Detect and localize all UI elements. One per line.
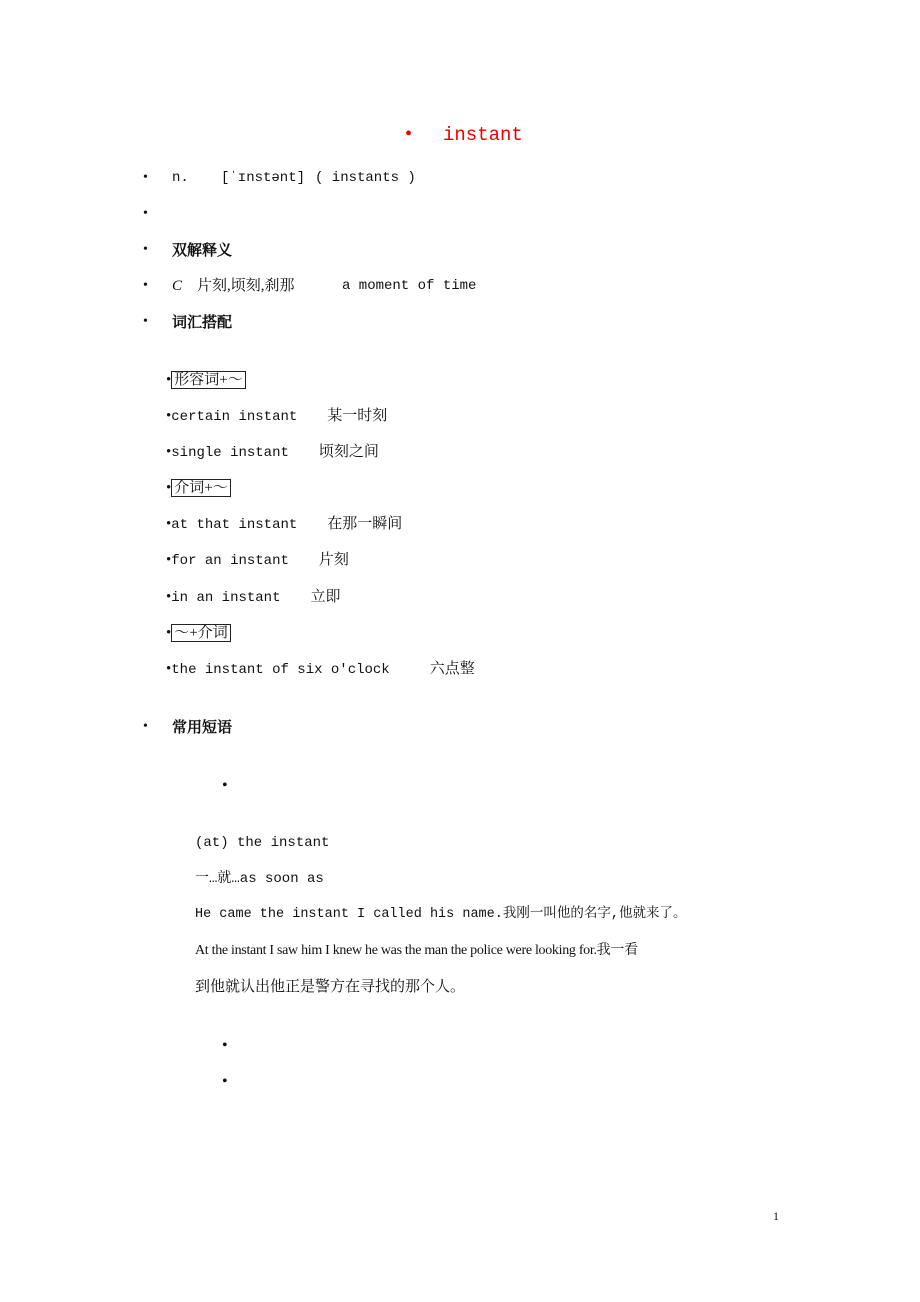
definition-zh: 片刻,顷刻,刹那 [197,278,295,294]
collocation-group-1: • 形容词+～ [166,370,246,390]
section-phrases: 常用短语 [172,718,233,736]
phrase-meaning: 一…就…as soon as [195,871,324,887]
collocation-item: •certain instant 某一时刻 [166,408,388,425]
entry-plural: ( instants ) [315,170,416,186]
collocation-item: •in an instant 立即 [166,589,341,606]
item-en: for an instant [171,553,289,569]
bullet: • [143,719,148,734]
definition-type: C [172,278,183,294]
collocation-item: •single instant 顷刻之间 [166,444,379,461]
item-en: certain instant [171,409,298,425]
definition-en: a moment of time [342,278,477,294]
section-definitions: 双解释义 [172,241,233,259]
group-label: ～+介词 [171,624,230,642]
phrase-example-2-cont: 到他就认出他正是警方在寻找的那个人。 [195,979,466,995]
entry-pos: n. [172,170,189,186]
bullet: • [143,242,148,257]
item-zh: 片刻 [318,552,349,568]
bullet: • [222,1037,228,1054]
bullet: • [143,314,148,329]
collocation-group-3: • ～+介词 [166,623,231,643]
collocation-item: •for an instant 片刻 [166,552,349,569]
section-collocations: 词汇搭配 [172,313,233,331]
item-en: at that instant [171,517,298,533]
bullet: • [222,1073,228,1090]
collocation-group-2: • 介词+～ [166,478,231,498]
item-en: the instant of six o'clock [171,662,390,678]
item-zh: 在那一瞬间 [327,516,403,532]
phrase-example-1: He came the instant I called his name.我刚一叫他的名字,他就来了。 [195,907,687,922]
phrase-example-2: At the instant I saw him I knew he was the man the police were looking for.我一看 [195,943,638,958]
bullet: • [143,170,148,185]
page-title: instant [443,124,523,146]
item-en: in an instant [171,590,281,606]
phrase-head: (at) the instant [195,835,330,851]
bullet: • [143,206,148,221]
item-zh: 立即 [310,589,341,605]
item-zh: 六点整 [429,661,475,677]
bullet: • [143,278,148,293]
entry-phonetic: [ˈɪnstənt] [221,170,306,186]
item-zh: 某一时刻 [327,408,388,424]
collocation-item: •at that instant 在那一瞬间 [166,516,403,533]
group-label: 介词+～ [171,479,230,497]
bullet: • [222,777,228,794]
item-zh: 顷刻之间 [318,444,379,460]
page-number: 1 [773,1209,779,1223]
item-en: single instant [171,445,289,461]
collocation-item: •the instant of six o'clock 六点整 [166,661,475,678]
group-label: 形容词+～ [171,371,245,389]
title-bullet: • [405,123,413,145]
